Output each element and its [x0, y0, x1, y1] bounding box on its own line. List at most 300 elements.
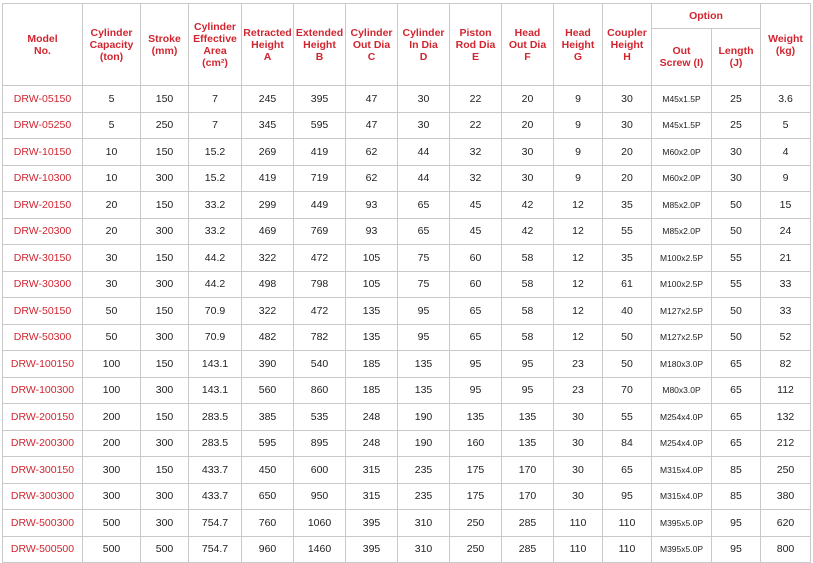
cell-cylinder-in-dia: 30 [398, 112, 450, 139]
cell-cylinder-out-dia: 93 [346, 192, 398, 219]
cell-extended-height: 860 [294, 377, 346, 404]
cell-coupler-height: 65 [603, 457, 652, 484]
cell-cylinder-out-dia: 315 [346, 457, 398, 484]
cell-cylinder-out-dia: 395 [346, 510, 398, 537]
cell-cylinder-out-dia: 395 [346, 536, 398, 563]
cell-effective-area: 143.1 [189, 377, 242, 404]
cell-stroke: 150 [141, 245, 189, 272]
cell-weight: 3.6 [761, 86, 811, 113]
cell-head-out-dia: 170 [502, 483, 554, 510]
cell-length: 25 [712, 86, 761, 113]
cell-stroke: 150 [141, 192, 189, 219]
cell-length: 65 [712, 430, 761, 457]
cell-piston-rod-dia: 60 [450, 271, 502, 298]
cell-piston-rod-dia: 32 [450, 165, 502, 192]
table-row [3, 245, 811, 272]
cell-length: 55 [712, 271, 761, 298]
cell-model-no: DRW-300150 [3, 457, 83, 484]
cell-weight: 250 [761, 457, 811, 484]
cell-capacity: 300 [83, 483, 141, 510]
cell-model-no: DRW-100150 [3, 351, 83, 378]
cell-effective-area: 283.5 [189, 430, 242, 457]
cell-coupler-height: 70 [603, 377, 652, 404]
header-out-screw: Out Screw (I) [652, 29, 712, 86]
table-row [3, 139, 811, 166]
cell-cylinder-in-dia: 75 [398, 271, 450, 298]
cell-cylinder-in-dia: 44 [398, 165, 450, 192]
cell-effective-area: 44.2 [189, 245, 242, 272]
cell-out-screw: M60x2.0P [652, 139, 712, 166]
cell-extended-height: 419 [294, 139, 346, 166]
cell-head-height: 12 [554, 324, 603, 351]
cell-piston-rod-dia: 22 [450, 112, 502, 139]
header-retracted-height: Retracted Height A [242, 4, 294, 86]
cell-model-no: DRW-05150 [3, 86, 83, 113]
cell-capacity: 10 [83, 165, 141, 192]
cell-cylinder-out-dia: 135 [346, 324, 398, 351]
cell-out-screw: M395x5.0P [652, 510, 712, 537]
cell-effective-area: 44.2 [189, 271, 242, 298]
cell-cylinder-in-dia: 235 [398, 483, 450, 510]
cell-piston-rod-dia: 95 [450, 377, 502, 404]
cell-coupler-height: 20 [603, 139, 652, 166]
cell-weight: 800 [761, 536, 811, 563]
cell-effective-area: 70.9 [189, 324, 242, 351]
header-cylinder-out-dia: Cylinder Out Dia C [346, 4, 398, 86]
cell-cylinder-out-dia: 62 [346, 139, 398, 166]
cell-head-out-dia: 58 [502, 298, 554, 325]
cell-retracted-height: 469 [242, 218, 294, 245]
cell-model-no: DRW-200300 [3, 430, 83, 457]
header-model: Model No. [3, 4, 83, 86]
cell-piston-rod-dia: 32 [450, 139, 502, 166]
header-stroke: Stroke (mm) [141, 4, 189, 86]
cell-cylinder-out-dia: 315 [346, 483, 398, 510]
cell-cylinder-in-dia: 135 [398, 377, 450, 404]
cell-length: 30 [712, 165, 761, 192]
cell-out-screw: M127x2.5P [652, 324, 712, 351]
cell-coupler-height: 55 [603, 218, 652, 245]
cell-cylinder-in-dia: 30 [398, 86, 450, 113]
cell-stroke: 300 [141, 165, 189, 192]
cell-model-no: DRW-20150 [3, 192, 83, 219]
cell-coupler-height: 35 [603, 192, 652, 219]
table-row [3, 404, 811, 431]
cell-cylinder-out-dia: 185 [346, 351, 398, 378]
cell-coupler-height: 110 [603, 536, 652, 563]
cell-head-height: 30 [554, 430, 603, 457]
cell-extended-height: 535 [294, 404, 346, 431]
cell-effective-area: 15.2 [189, 165, 242, 192]
cell-piston-rod-dia: 45 [450, 218, 502, 245]
cell-head-out-dia: 58 [502, 271, 554, 298]
cell-extended-height: 798 [294, 271, 346, 298]
cell-retracted-height: 245 [242, 86, 294, 113]
table-row [3, 218, 811, 245]
cell-extended-height: 1060 [294, 510, 346, 537]
cell-retracted-height: 482 [242, 324, 294, 351]
cell-cylinder-in-dia: 75 [398, 245, 450, 272]
cell-length: 85 [712, 457, 761, 484]
cell-head-out-dia: 42 [502, 192, 554, 219]
header-cylinder-in-dia: Cylinder In Dia D [398, 4, 450, 86]
cell-out-screw: M45x1.5P [652, 86, 712, 113]
cylinder-spec-table [2, 3, 811, 563]
cell-weight: 4 [761, 139, 811, 166]
cell-stroke: 150 [141, 139, 189, 166]
cell-head-height: 30 [554, 457, 603, 484]
cell-stroke: 300 [141, 271, 189, 298]
table-header [3, 4, 811, 86]
cell-weight: 82 [761, 351, 811, 378]
cell-extended-height: 395 [294, 86, 346, 113]
cell-extended-height: 600 [294, 457, 346, 484]
cell-cylinder-out-dia: 47 [346, 112, 398, 139]
header-capacity: Cylinder Capacity (ton) [83, 4, 141, 86]
cell-stroke: 300 [141, 324, 189, 351]
table-row [3, 510, 811, 537]
cell-cylinder-out-dia: 105 [346, 245, 398, 272]
cell-head-out-dia: 95 [502, 351, 554, 378]
cell-model-no: DRW-50300 [3, 324, 83, 351]
cell-piston-rod-dia: 65 [450, 298, 502, 325]
cell-stroke: 150 [141, 298, 189, 325]
cell-head-height: 30 [554, 483, 603, 510]
cell-cylinder-in-dia: 310 [398, 536, 450, 563]
table-row [3, 377, 811, 404]
cell-stroke: 150 [141, 457, 189, 484]
header-area: Cylinder Effective Area (cm²) [189, 4, 242, 86]
cell-coupler-height: 110 [603, 510, 652, 537]
cell-piston-rod-dia: 22 [450, 86, 502, 113]
cell-effective-area: 754.7 [189, 536, 242, 563]
cell-extended-height: 449 [294, 192, 346, 219]
cell-out-screw: M85x2.0P [652, 218, 712, 245]
cell-head-height: 9 [554, 112, 603, 139]
cell-capacity: 100 [83, 351, 141, 378]
cell-capacity: 100 [83, 377, 141, 404]
table-row [3, 86, 811, 113]
cell-length: 65 [712, 351, 761, 378]
cell-piston-rod-dia: 175 [450, 483, 502, 510]
cell-effective-area: 433.7 [189, 483, 242, 510]
cell-coupler-height: 50 [603, 351, 652, 378]
cell-piston-rod-dia: 250 [450, 510, 502, 537]
cell-weight: 5 [761, 112, 811, 139]
cell-model-no: DRW-500500 [3, 536, 83, 563]
cell-head-height: 23 [554, 377, 603, 404]
cell-capacity: 50 [83, 324, 141, 351]
cell-coupler-height: 50 [603, 324, 652, 351]
header-piston-rod-dia: Piston Rod Dia E [450, 4, 502, 86]
cell-model-no: DRW-200150 [3, 404, 83, 431]
cell-retracted-height: 760 [242, 510, 294, 537]
cell-weight: 24 [761, 218, 811, 245]
cell-head-out-dia: 95 [502, 377, 554, 404]
table-row [3, 536, 811, 563]
cell-weight: 33 [761, 271, 811, 298]
cell-effective-area: 283.5 [189, 404, 242, 431]
cell-head-height: 12 [554, 298, 603, 325]
cell-head-height: 9 [554, 139, 603, 166]
cell-length: 95 [712, 536, 761, 563]
cell-model-no: DRW-10300 [3, 165, 83, 192]
cell-head-out-dia: 135 [502, 404, 554, 431]
cell-piston-rod-dia: 160 [450, 430, 502, 457]
cell-retracted-height: 560 [242, 377, 294, 404]
cell-cylinder-out-dia: 62 [346, 165, 398, 192]
cell-coupler-height: 30 [603, 86, 652, 113]
cell-length: 30 [712, 139, 761, 166]
cell-head-height: 9 [554, 165, 603, 192]
cell-length: 95 [712, 510, 761, 537]
cell-capacity: 30 [83, 271, 141, 298]
cell-weight: 15 [761, 192, 811, 219]
cell-retracted-height: 322 [242, 298, 294, 325]
header-head-out-dia: Head Out Dia F [502, 4, 554, 86]
cell-head-height: 9 [554, 86, 603, 113]
cell-head-out-dia: 20 [502, 112, 554, 139]
cell-stroke: 150 [141, 404, 189, 431]
cell-model-no: DRW-30150 [3, 245, 83, 272]
cell-cylinder-in-dia: 44 [398, 139, 450, 166]
table-body [3, 86, 811, 563]
cell-weight: 33 [761, 298, 811, 325]
cell-retracted-height: 650 [242, 483, 294, 510]
table-row [3, 430, 811, 457]
cell-coupler-height: 55 [603, 404, 652, 431]
cell-coupler-height: 30 [603, 112, 652, 139]
header-head-height: Head Height G [554, 4, 603, 86]
table-row [3, 457, 811, 484]
cell-out-screw: M180x3.0P [652, 351, 712, 378]
cell-effective-area: 433.7 [189, 457, 242, 484]
cell-stroke: 250 [141, 112, 189, 139]
cell-cylinder-out-dia: 248 [346, 430, 398, 457]
table-row [3, 483, 811, 510]
cell-out-screw: M315x4.0P [652, 483, 712, 510]
cell-cylinder-out-dia: 105 [346, 271, 398, 298]
table-row [3, 351, 811, 378]
cell-extended-height: 782 [294, 324, 346, 351]
cell-head-height: 30 [554, 404, 603, 431]
cell-out-screw: M100x2.5P [652, 271, 712, 298]
cell-coupler-height: 84 [603, 430, 652, 457]
cell-out-screw: M100x2.5P [652, 245, 712, 272]
cell-extended-height: 1460 [294, 536, 346, 563]
header-option-group: Option [652, 4, 761, 29]
cell-stroke: 150 [141, 351, 189, 378]
cell-out-screw: M80x3.0P [652, 377, 712, 404]
cell-head-height: 12 [554, 192, 603, 219]
cell-coupler-height: 61 [603, 271, 652, 298]
cell-model-no: DRW-300300 [3, 483, 83, 510]
cell-cylinder-out-dia: 135 [346, 298, 398, 325]
cell-out-screw: M254x4.0P [652, 430, 712, 457]
cell-out-screw: M85x2.0P [652, 192, 712, 219]
table-row [3, 165, 811, 192]
cell-coupler-height: 20 [603, 165, 652, 192]
cell-effective-area: 33.2 [189, 218, 242, 245]
cell-stroke: 500 [141, 536, 189, 563]
cell-out-screw: M60x2.0P [652, 165, 712, 192]
cell-capacity: 500 [83, 536, 141, 563]
cell-head-height: 23 [554, 351, 603, 378]
cell-model-no: DRW-50150 [3, 298, 83, 325]
table-row [3, 112, 811, 139]
cell-out-screw: M315x4.0P [652, 457, 712, 484]
cell-piston-rod-dia: 95 [450, 351, 502, 378]
table-row [3, 324, 811, 351]
cell-extended-height: 595 [294, 112, 346, 139]
cell-out-screw: M45x1.5P [652, 112, 712, 139]
cell-model-no: DRW-500300 [3, 510, 83, 537]
cell-effective-area: 33.2 [189, 192, 242, 219]
cell-capacity: 30 [83, 245, 141, 272]
cell-stroke: 300 [141, 510, 189, 537]
cell-piston-rod-dia: 175 [450, 457, 502, 484]
cell-cylinder-out-dia: 47 [346, 86, 398, 113]
cell-weight: 212 [761, 430, 811, 457]
cell-model-no: DRW-10150 [3, 139, 83, 166]
cell-effective-area: 70.9 [189, 298, 242, 325]
cell-head-out-dia: 20 [502, 86, 554, 113]
cell-piston-rod-dia: 60 [450, 245, 502, 272]
cell-retracted-height: 390 [242, 351, 294, 378]
cell-piston-rod-dia: 65 [450, 324, 502, 351]
cell-stroke: 300 [141, 377, 189, 404]
cell-capacity: 200 [83, 404, 141, 431]
cell-weight: 132 [761, 404, 811, 431]
cell-head-out-dia: 135 [502, 430, 554, 457]
cell-extended-height: 472 [294, 245, 346, 272]
header-weight: Weight (kg) [761, 4, 811, 86]
cell-weight: 52 [761, 324, 811, 351]
cell-length: 50 [712, 298, 761, 325]
cell-length: 65 [712, 404, 761, 431]
cell-piston-rod-dia: 250 [450, 536, 502, 563]
cell-effective-area: 754.7 [189, 510, 242, 537]
cell-head-out-dia: 285 [502, 510, 554, 537]
cell-capacity: 5 [83, 112, 141, 139]
cell-extended-height: 719 [294, 165, 346, 192]
cell-head-out-dia: 58 [502, 324, 554, 351]
cell-piston-rod-dia: 135 [450, 404, 502, 431]
table-row [3, 192, 811, 219]
cell-head-out-dia: 42 [502, 218, 554, 245]
cell-cylinder-out-dia: 93 [346, 218, 398, 245]
cell-cylinder-in-dia: 135 [398, 351, 450, 378]
cell-model-no: DRW-20300 [3, 218, 83, 245]
cell-capacity: 10 [83, 139, 141, 166]
cell-retracted-height: 269 [242, 139, 294, 166]
cell-retracted-height: 419 [242, 165, 294, 192]
cell-length: 50 [712, 192, 761, 219]
cell-extended-height: 540 [294, 351, 346, 378]
cell-cylinder-out-dia: 185 [346, 377, 398, 404]
cell-length: 55 [712, 245, 761, 272]
cell-out-screw: M395x5.0P [652, 536, 712, 563]
cell-cylinder-in-dia: 65 [398, 192, 450, 219]
cell-cylinder-out-dia: 248 [346, 404, 398, 431]
cell-cylinder-in-dia: 235 [398, 457, 450, 484]
cell-stroke: 300 [141, 218, 189, 245]
cell-retracted-height: 322 [242, 245, 294, 272]
cell-cylinder-in-dia: 310 [398, 510, 450, 537]
table-row [3, 298, 811, 325]
header-extended-height: Extended Height B [294, 4, 346, 86]
cell-length: 25 [712, 112, 761, 139]
cell-capacity: 20 [83, 218, 141, 245]
cell-stroke: 300 [141, 483, 189, 510]
cell-head-height: 110 [554, 536, 603, 563]
cell-coupler-height: 35 [603, 245, 652, 272]
cell-cylinder-in-dia: 190 [398, 404, 450, 431]
cell-capacity: 300 [83, 457, 141, 484]
cell-head-height: 110 [554, 510, 603, 537]
cell-cylinder-in-dia: 65 [398, 218, 450, 245]
cell-capacity: 50 [83, 298, 141, 325]
cell-head-out-dia: 170 [502, 457, 554, 484]
cell-stroke: 150 [141, 86, 189, 113]
header-coupler-height: Coupler Height H [603, 4, 652, 86]
cell-head-height: 12 [554, 245, 603, 272]
table-row [3, 271, 811, 298]
cell-retracted-height: 498 [242, 271, 294, 298]
cell-capacity: 500 [83, 510, 141, 537]
header-length: Length (J) [712, 29, 761, 86]
cell-head-height: 12 [554, 271, 603, 298]
cell-retracted-height: 450 [242, 457, 294, 484]
cell-effective-area: 7 [189, 112, 242, 139]
cell-weight: 9 [761, 165, 811, 192]
cell-effective-area: 7 [189, 86, 242, 113]
cell-out-screw: M254x4.0P [652, 404, 712, 431]
cell-weight: 620 [761, 510, 811, 537]
cell-length: 50 [712, 324, 761, 351]
cell-model-no: DRW-05250 [3, 112, 83, 139]
cell-extended-height: 895 [294, 430, 346, 457]
cell-coupler-height: 95 [603, 483, 652, 510]
cell-model-no: DRW-100300 [3, 377, 83, 404]
cell-capacity: 200 [83, 430, 141, 457]
cell-cylinder-in-dia: 190 [398, 430, 450, 457]
cell-out-screw: M127x2.5P [652, 298, 712, 325]
cell-extended-height: 769 [294, 218, 346, 245]
cell-stroke: 300 [141, 430, 189, 457]
cell-head-out-dia: 30 [502, 139, 554, 166]
cell-cylinder-in-dia: 95 [398, 324, 450, 351]
cell-weight: 112 [761, 377, 811, 404]
cell-head-out-dia: 58 [502, 245, 554, 272]
cell-weight: 21 [761, 245, 811, 272]
cell-model-no: DRW-30300 [3, 271, 83, 298]
cell-head-out-dia: 285 [502, 536, 554, 563]
cell-coupler-height: 40 [603, 298, 652, 325]
cell-retracted-height: 960 [242, 536, 294, 563]
cell-effective-area: 143.1 [189, 351, 242, 378]
cell-effective-area: 15.2 [189, 139, 242, 166]
cell-piston-rod-dia: 45 [450, 192, 502, 219]
cell-head-height: 12 [554, 218, 603, 245]
cell-capacity: 5 [83, 86, 141, 113]
cell-length: 50 [712, 218, 761, 245]
cell-retracted-height: 385 [242, 404, 294, 431]
cell-capacity: 20 [83, 192, 141, 219]
cell-head-out-dia: 30 [502, 165, 554, 192]
cell-retracted-height: 299 [242, 192, 294, 219]
cell-retracted-height: 345 [242, 112, 294, 139]
